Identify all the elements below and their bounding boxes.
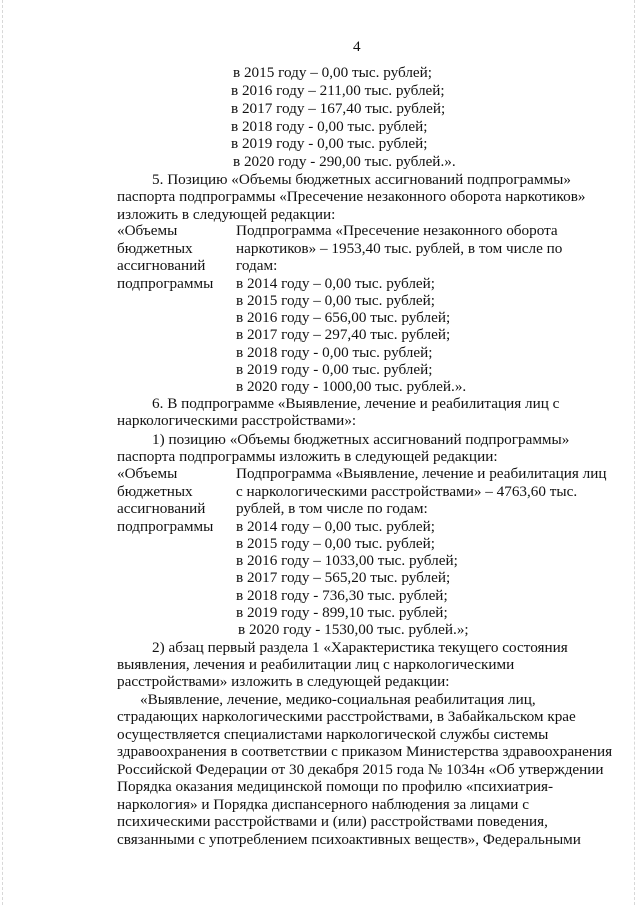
paragraph-line: расстройствами» изложить в следующей редакции: [117,673,450,690]
table-text: в 2018 году - 0,00 тыс. рублей; [236,344,433,361]
table-label: подпрограммы [117,518,214,535]
table-text: годам: [236,257,278,274]
table-text: Подпрограмма «Выявление, лечение и реабилитация лиц [236,465,607,482]
funding-line: в 2019 году - 0,00 тыс. рублей; [231,135,428,152]
paragraph-line: страдающих наркологическими расстройствами, в Забайкальском крае [117,708,576,725]
paragraph-line: 2) абзац первый раздела 1 «Характеристика текущего состояния [152,639,568,656]
funding-line: в 2017 году – 167,40 тыс. рублей; [231,100,446,117]
paragraph-line: паспорта подпрограммы «Пресечение незаконного оборота наркотиков» [117,188,586,205]
table-text: в 2018 году - 736,30 тыс. рублей; [236,587,448,604]
scan-edge-left [2,0,4,905]
paragraph-line: паспорта подпрограммы изложить в следующей редакции: [117,448,498,465]
table-text: в 2015 году – 0,00 тыс. рублей; [236,535,436,552]
table-label: бюджетных [117,483,193,500]
funding-line: в 2018 году - 0,00 тыс. рублей; [231,118,428,135]
paragraph-line: 6. В подпрограмме «Выявление, лечение и реабилитация лиц с [152,395,560,412]
paragraph-line: «Выявление, лечение, медико-социальная реабилитация лиц, [140,691,536,708]
table-text: в 2016 году – 1033,00 тыс. рублей; [236,552,458,569]
table-text: рублей, в том числе по годам: [236,500,428,517]
paragraph-line: здравоохранения в соответствии с приказом Министерства здравоохранения [117,743,613,760]
table-text: наркотиков» – 1953,40 тыс. рублей, в том числе по [236,240,563,257]
paragraph-line: наркология» и Порядка диспансерного наблюдения за лицами с [117,796,529,813]
paragraph-line: психическими расстройствами и (или) расстройствами поведения, [117,813,548,830]
table-label: «Объемы [117,222,178,239]
table-text: в 2014 году – 0,00 тыс. рублей; [236,275,436,292]
paragraph-line: Российской Федерации от 30 декабря 2015 года № 1034н «Об утверждении [117,761,604,778]
table-text: в 2016 году – 656,00 тыс. рублей; [236,309,451,326]
table-text: в 2014 году – 0,00 тыс. рублей; [236,518,436,535]
table-label: ассигнований [117,257,206,274]
table-text: Подпрограмма «Пресечение незаконного оборота [236,222,558,239]
table-text: в 2017 году – 297,40 тыс. рублей; [236,326,451,343]
paragraph-line: изложить в следующей редакции: [117,206,336,223]
paragraph-line: Порядка оказания медицинской помощи по профилю «психиатрия- [117,778,554,795]
page-number: 4 [353,38,361,55]
table-text: в 2020 году - 1530,00 тыс. рублей.»; [238,621,469,638]
table-text: в 2015 году – 0,00 тыс. рублей; [236,292,436,309]
paragraph-line: 5. Позицию «Объемы бюджетных ассигнований подпрограммы» [152,171,571,188]
table-text: в 2017 году – 565,20 тыс. рублей; [236,569,451,586]
table-text: с наркологическими расстройствами» – 4763,60 тыс. [236,483,578,500]
table-text: в 2019 году - 899,10 тыс. рублей; [236,604,448,621]
paragraph-line: связанными с употреблением психоактивных веществ», Федеральными [117,831,581,848]
scan-edge-right [634,0,636,905]
funding-line: в 2016 году – 211,00 тыс. рублей; [231,82,445,99]
funding-line: в 2015 году – 0,00 тыс. рублей; [233,64,433,81]
paragraph-line: наркологическими расстройствами»: [117,412,357,429]
table-text: в 2020 году - 1000,00 тыс. рублей.». [236,378,467,395]
table-label: подпрограммы [117,275,214,292]
funding-line: в 2020 году - 290,00 тыс. рублей.». [233,153,456,170]
table-text: в 2019 году - 0,00 тыс. рублей; [236,361,433,378]
table-label: «Объемы [117,465,178,482]
paragraph-line: выявления, лечения и реабилитации лиц с наркологическими [117,656,515,673]
paragraph-line: 1) позицию «Объемы бюджетных ассигнований подпрограммы» [152,431,570,448]
paragraph-line: осуществляется специалистами наркологической службы системы [117,726,549,743]
table-label: бюджетных [117,240,193,257]
table-label: ассигнований [117,500,206,517]
